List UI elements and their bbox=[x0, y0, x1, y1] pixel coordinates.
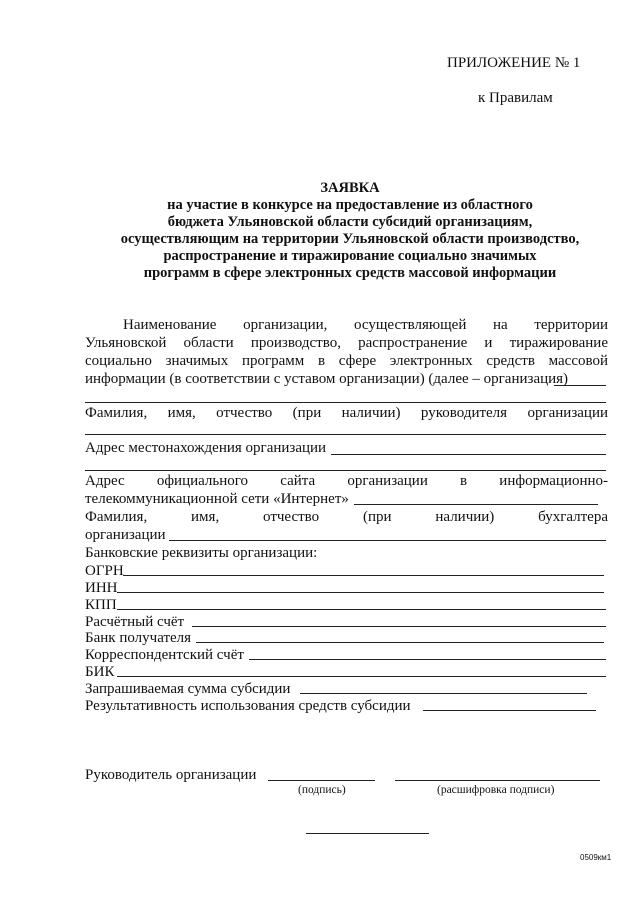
bik-label: БИК bbox=[85, 664, 115, 680]
accountant-label-line-2: организации bbox=[85, 527, 166, 543]
amount-fill[interactable] bbox=[300, 693, 587, 694]
signature-caption: (подпись) bbox=[298, 784, 346, 796]
inn-fill[interactable] bbox=[117, 592, 604, 593]
inn-label: ИНН bbox=[85, 580, 118, 596]
org-name-fill-1[interactable] bbox=[554, 385, 606, 386]
effectiveness-label: Результативность использования средств субсидии bbox=[85, 698, 411, 714]
corr-account-fill[interactable] bbox=[249, 659, 606, 660]
head-signature-label: Руководитель организации bbox=[85, 767, 257, 783]
director-fill[interactable] bbox=[85, 434, 606, 435]
address-fill-2[interactable] bbox=[85, 470, 606, 471]
appendix-to-rules: к Правилам bbox=[478, 90, 553, 106]
org-name-fill-2[interactable] bbox=[85, 402, 606, 403]
address-fill-1[interactable] bbox=[331, 454, 606, 455]
signature-decode-caption: (расшифровка подписи) bbox=[437, 784, 555, 796]
bik-fill[interactable] bbox=[117, 676, 606, 677]
date-fill[interactable] bbox=[306, 833, 429, 834]
intro-line-2: Ульяновской области производство, распространение и тиражирование bbox=[85, 335, 608, 351]
intro-line-3: социально значимых программ в сфере электронных средств массовой bbox=[85, 353, 608, 369]
kpp-label: КПП bbox=[85, 597, 117, 613]
title-line-4: распространение и тиражирование социально значимых bbox=[163, 248, 537, 264]
website-fill[interactable] bbox=[354, 504, 598, 505]
ogrn-fill[interactable] bbox=[123, 575, 604, 576]
director-label: Фамилия, имя, отчество (при наличии) руководителя организации bbox=[85, 405, 608, 421]
accountant-label-line-1: Фамилия, имя, отчество (при наличии) бухгалтера bbox=[85, 509, 608, 525]
bank-details-label: Банковские реквизиты организации: bbox=[85, 545, 318, 561]
account-fill[interactable] bbox=[192, 626, 606, 627]
address-label: Адрес местонахождения организации bbox=[85, 440, 327, 456]
amount-label: Запрашиваемая сумма субсидии bbox=[85, 681, 291, 697]
signature-fill[interactable] bbox=[268, 780, 375, 781]
website-label-line-2: телекоммуникационной сети «Интернет» bbox=[85, 491, 349, 507]
document-title: ЗАЯВКА bbox=[320, 180, 380, 196]
website-label-line-1: Адрес официального сайта организации в информационно- bbox=[85, 473, 608, 489]
appendix-number: ПРИЛОЖЕНИЕ № 1 bbox=[447, 55, 581, 71]
intro-line-1: Наименование организации, осуществляющей на территории bbox=[123, 317, 608, 333]
accountant-fill[interactable] bbox=[169, 540, 606, 541]
kpp-fill[interactable] bbox=[117, 609, 606, 610]
intro-line-4: информации (в соответствии с уставом организации) (далее – организация) bbox=[85, 371, 569, 387]
effectiveness-fill[interactable] bbox=[423, 710, 596, 711]
corr-account-label: Корреспондентский счёт bbox=[85, 647, 244, 663]
title-line-3: осуществляющим на территории Ульяновской области производство, bbox=[120, 231, 580, 247]
document-code: 0509км1 bbox=[580, 853, 612, 862]
signature-decode-fill[interactable] bbox=[395, 780, 600, 781]
title-line-5: программ в сфере электронных средств массовой информации bbox=[143, 265, 557, 281]
title-line-2: бюджета Ульяновской области субсидий организациям, bbox=[167, 214, 533, 230]
account-label: Расчётный счёт bbox=[85, 614, 185, 630]
title-line-1: на участие в конкурсе на предоставление из областного bbox=[167, 197, 533, 213]
bank-label: Банк получателя bbox=[85, 630, 192, 646]
ogrn-label: ОГРН bbox=[85, 563, 124, 579]
bank-fill[interactable] bbox=[196, 642, 604, 643]
